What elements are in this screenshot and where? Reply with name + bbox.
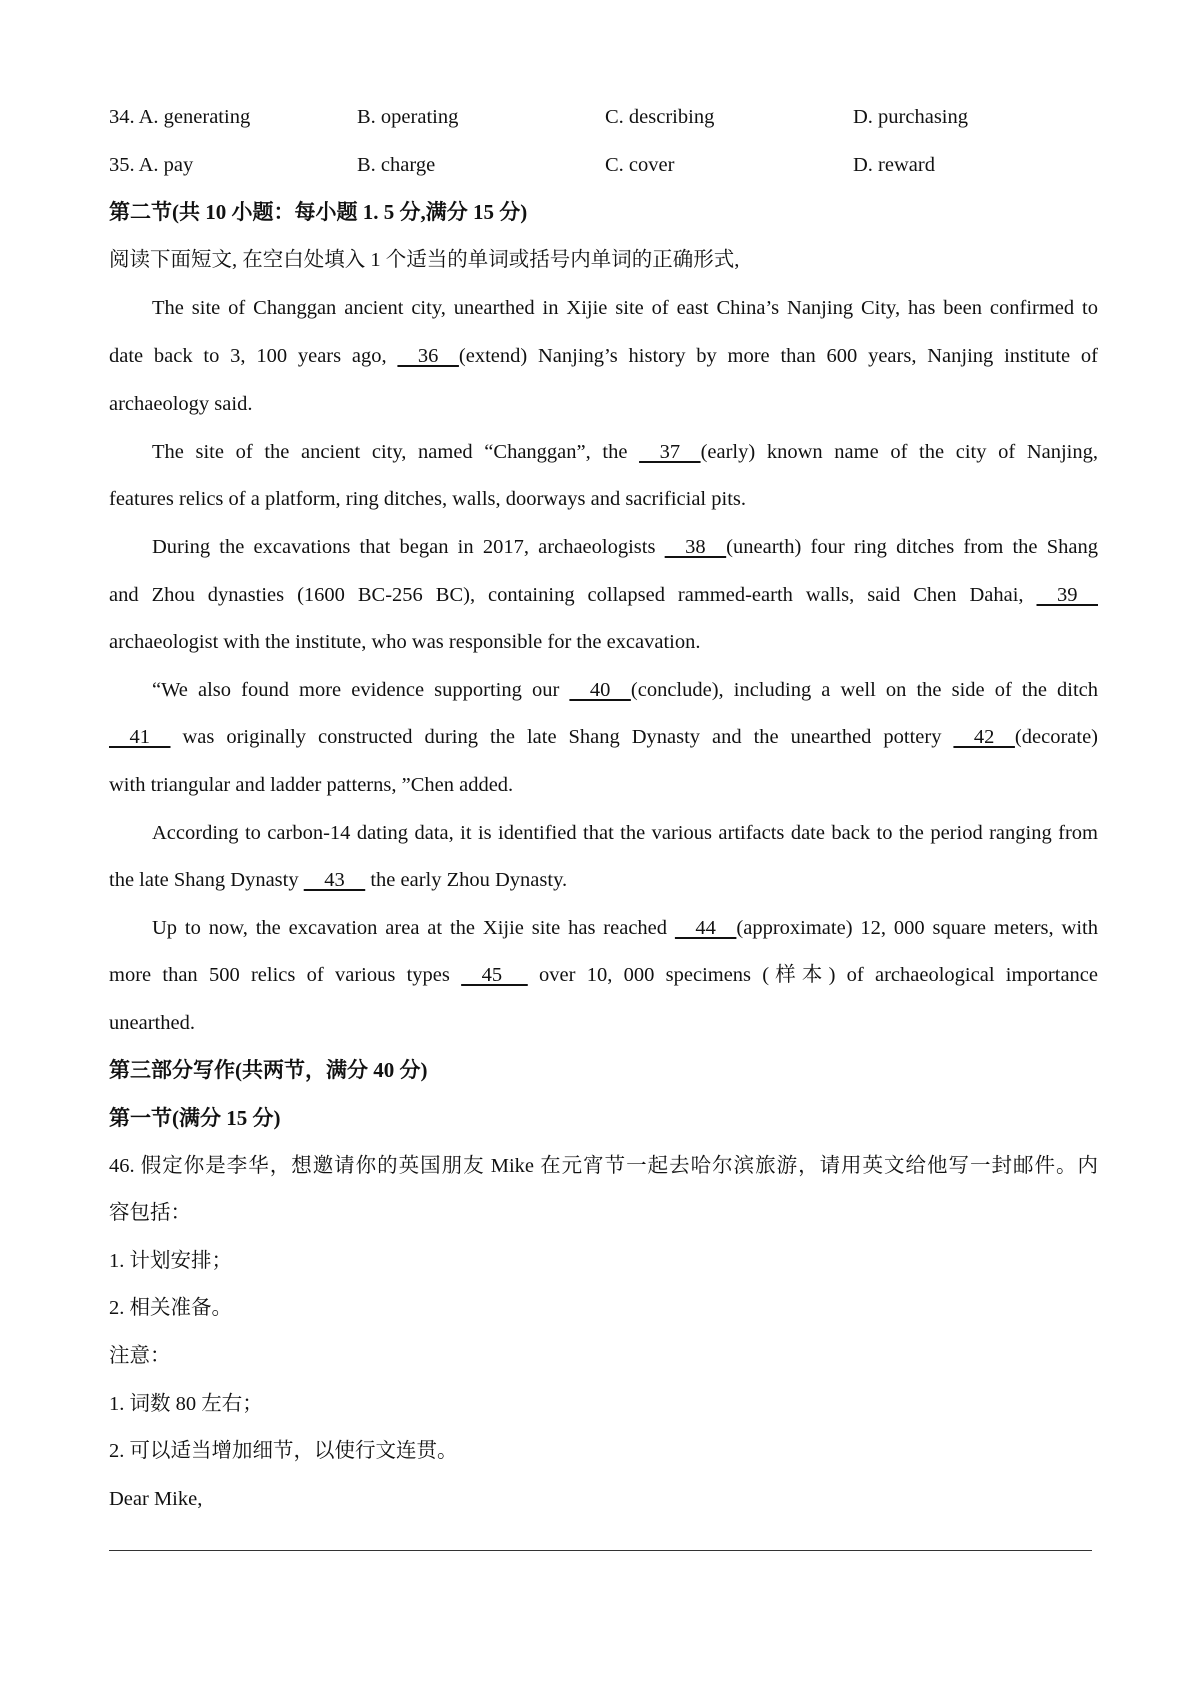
passage-p4-line2 [109,724,1098,750]
passage-p3-line3: archaeologist with the institute, who was responsible for the excavation. [109,631,701,653]
passage-p2-line2: features relics of a platform, ring ditches, walls, doorways and sacrificial pits. [109,488,747,510]
text-segment: (unearth) four ring ditches from the Shang [726,536,1098,558]
task-item-1: 1. 计划安排； [109,1250,232,1272]
passage-p2-line1 [152,439,1098,465]
text-segment: the late Shang Dynasty [109,869,304,891]
text-segment: (decorate) [1014,726,1098,748]
text-segment: (conclude), including a well on the side of the ditch [630,679,1098,701]
blank-45: 45 [461,964,528,986]
passage-p1-line3: archaeology said. [109,393,253,415]
note-label: 注意： [109,1345,171,1367]
option-35-a: 35. A. pay [109,154,194,176]
part3-heading: 第三部分写作(共两节，满分 40 分) [109,1058,428,1082]
text-segment: The site of the ancient city, named “Changgan”, the [152,441,640,463]
blank-37: 37 [639,441,701,463]
blank-38: 38 [664,536,727,558]
text-segment: the early Zhou Dynasty. [365,869,568,891]
text-segment: During the excavations that began in 2017, archaeologists [152,536,665,558]
note-item-2: 2. 可以适当增加细节，以使行文连贯。 [109,1440,458,1462]
passage-p1-line1: The site of Changgan ancient city, unearthed in Xijie site of east China’s Nanjing City, has been confirmed to [152,297,1098,319]
text-segment: (extend) Nanjing’s history by more than 600 years, Nanjing institute of [458,345,1098,367]
option-35-b: B. charge [357,154,436,176]
option-35-d: D. reward [853,154,935,176]
part3-subheading: 第一节(满分 15 分) [109,1106,281,1130]
passage-p6-line1 [152,915,1098,941]
task-item-2: 2. 相关准备。 [109,1297,232,1319]
writing-task-line2: 容包括： [109,1202,191,1224]
blank-42: 42 [953,726,1015,748]
passage-p4-line1 [152,677,1098,703]
blank-44: 44 [674,917,737,939]
blank-39: 39 [1036,584,1098,606]
section2-heading: 第二节(共 10 小题：每小题 1. 5 分,满分 15 分) [109,200,528,224]
text-segment: was originally constructed during the late Shang Dynasty and the unearthed pottery [170,726,954,748]
section2-instruction: 阅读下面短文, 在空白处填入 1 个适当的单词或括号内单词的正确形式, [109,249,740,271]
passage-p5-line2 [109,867,567,893]
text-segment: (early) known name of the city of Nanjing, [700,441,1098,463]
option-row-35 [109,152,1098,178]
text-segment: and Zhou dynasties (1600 BC-256 BC), containing collapsed rammed-earth walls, said Chen Dahai, [109,584,1037,606]
passage-p1-line2 [109,343,1098,369]
text-segment: (approximate) 12, 000 square meters, with [736,917,1098,939]
writing-task-line1: 46. 假定你是李华，想邀请你的英国朋友 Mike 在元宵节一起去哈尔滨旅游，请用英文给他写一封邮件。内 [109,1155,1098,1177]
option-34-c: C. describing [605,106,715,128]
writing-answer-line[interactable] [109,1550,1092,1551]
option-34-a: 34. A. generating [109,106,251,128]
passage-p4-line3: with triangular and ladder patterns, ”Chen added. [109,774,514,796]
passage-p3-line2 [109,582,1098,608]
passage-p6-line3: unearthed. [109,1012,195,1034]
passage-p5-line1: According to carbon-14 dating data, it is identified that the various artifacts date back to the period ranging from [152,822,1098,844]
text-segment: over 10, 000 specimens (样本) of archaeological importance [527,964,1098,986]
passage-p3-line1 [152,534,1098,560]
option-row-34 [109,104,1098,130]
option-34-d: D. purchasing [853,106,969,128]
note-item-1: 1. 词数 80 左右； [109,1393,263,1415]
blank-41: 41 [109,726,171,748]
text-segment: Up to now, the excavation area at the Xijie site has reached [152,917,675,939]
text-segment: date back to 3, 100 years ago, [109,345,398,367]
option-35-c: C. cover [605,154,675,176]
blank-36: 36 [397,345,459,367]
passage-p6-line2 [109,962,1098,988]
text-segment: more than 500 relics of various types [109,964,462,986]
blank-43: 43 [303,869,366,891]
salutation: Dear Mike, [109,1488,203,1510]
option-34-b: B. operating [357,106,459,128]
text-segment: “We also found more evidence supporting our [152,679,570,701]
blank-40: 40 [569,679,631,701]
